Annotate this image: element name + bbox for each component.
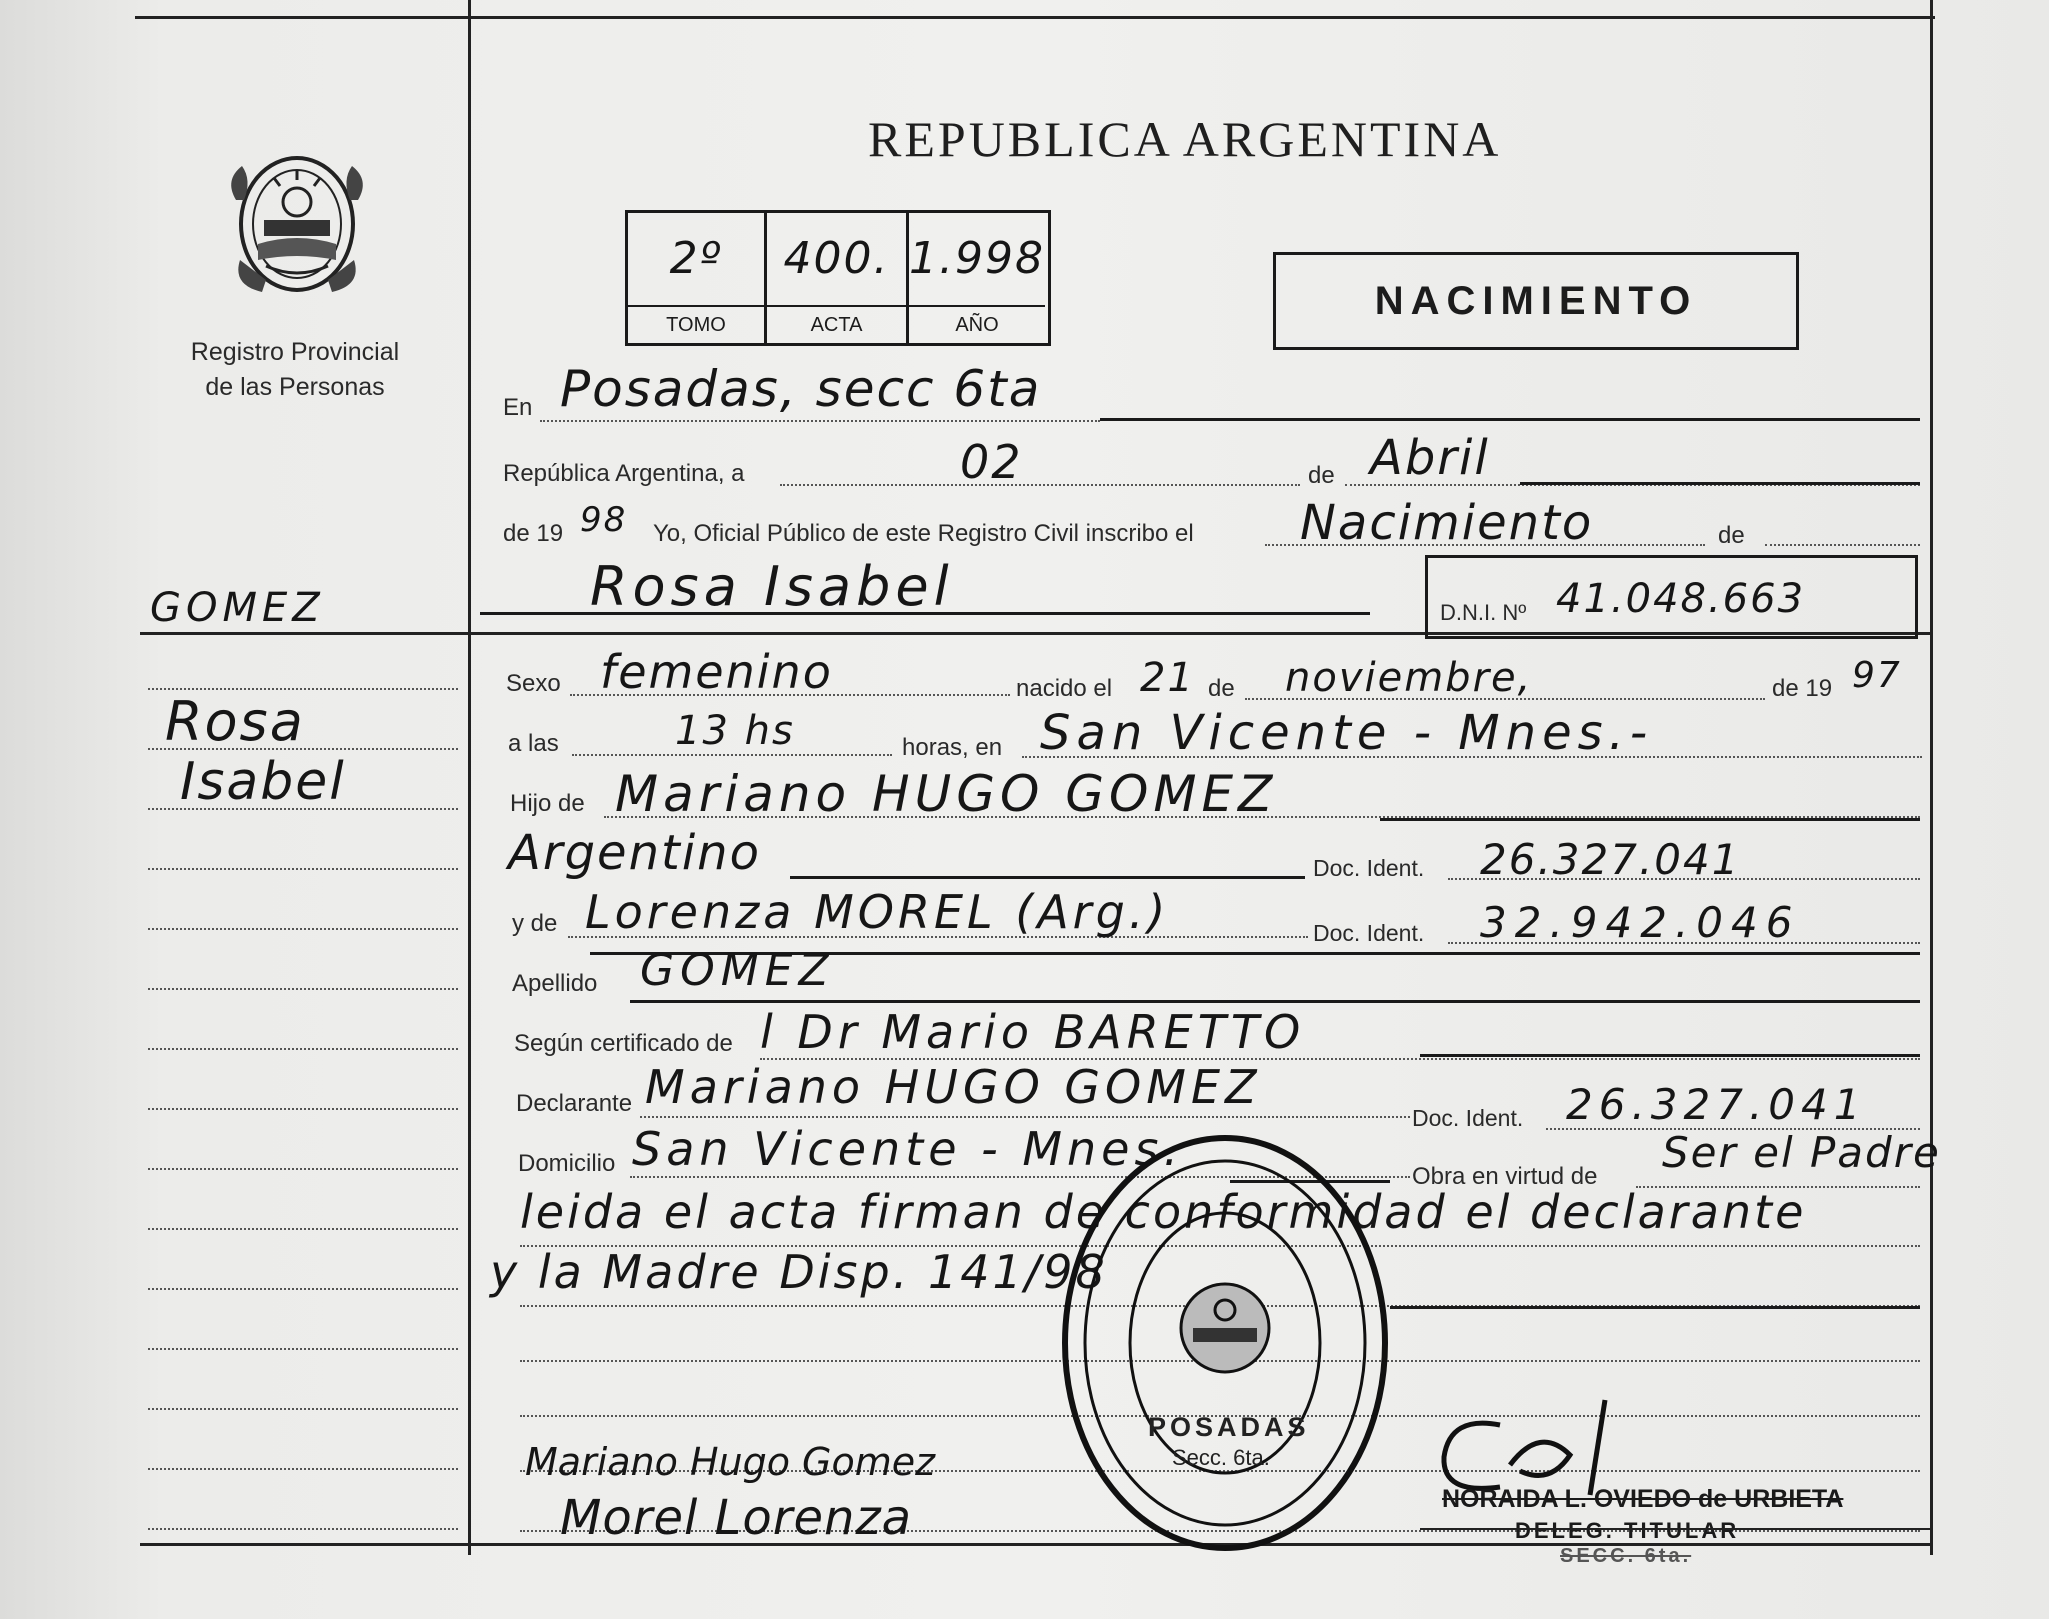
margin-line bbox=[148, 928, 458, 930]
acto-value: Nacimiento bbox=[1300, 495, 1594, 551]
birth-year: 97 bbox=[1852, 655, 1902, 696]
acta-value: 400. bbox=[783, 233, 890, 284]
country-title: REPUBLICA ARGENTINA bbox=[868, 111, 1502, 167]
alas-label: a las bbox=[508, 730, 559, 757]
name-line bbox=[480, 612, 1370, 615]
hour-dots bbox=[572, 754, 892, 756]
en-label: En bbox=[503, 394, 533, 421]
father-name: Mariano HUGO GOMEZ bbox=[615, 765, 1278, 823]
segun-label: Según certificado de bbox=[514, 1030, 733, 1057]
hour-value: 13 hs bbox=[675, 708, 795, 754]
official-section: SECC. 6ta. bbox=[1560, 1545, 1692, 1567]
apellido-line bbox=[630, 1000, 1920, 1003]
obra-value: Ser el Padre bbox=[1662, 1128, 1941, 1177]
right-border bbox=[1930, 0, 1933, 1555]
doc-label-2: Doc. Ident. bbox=[1313, 920, 1425, 946]
father-doc: 26.327.041 bbox=[1480, 835, 1741, 884]
official-title: DELEG. TITULAR bbox=[1515, 1518, 1740, 1543]
father-line bbox=[1380, 818, 1920, 821]
margin-line bbox=[148, 868, 458, 870]
dni-value: 41.048.663 bbox=[1556, 576, 1806, 622]
father-nationality: Argentino bbox=[508, 825, 761, 881]
tomo-label: TOMO bbox=[628, 305, 764, 343]
day-dots bbox=[780, 484, 1300, 486]
acta-label: ACTA bbox=[767, 305, 906, 343]
anio-value: 1.998 bbox=[909, 233, 1045, 284]
segun-value: l Dr Mario BARETTO bbox=[760, 1005, 1306, 1059]
margin-line bbox=[148, 1168, 458, 1170]
month-line bbox=[1520, 482, 1920, 485]
margin-surname: GOMEZ bbox=[150, 585, 325, 631]
obra-label: Obra en virtud de bbox=[1412, 1163, 1598, 1190]
doc-label-1: Doc. Ident. bbox=[1313, 855, 1425, 881]
apellido-label: Apellido bbox=[512, 970, 598, 997]
misiones-seal-icon bbox=[222, 140, 372, 310]
birth-day: 21 bbox=[1140, 655, 1195, 701]
official-name: NORAIDA L. OVIEDO de URBIETA bbox=[1442, 1485, 1844, 1513]
de19-label-2: de 19 bbox=[1772, 675, 1833, 702]
day-value: 02 bbox=[960, 435, 1023, 489]
doc-label-3: Doc. Ident. bbox=[1412, 1105, 1524, 1131]
stamp-section: Secc. 6ta. bbox=[1172, 1445, 1270, 1470]
mother-doc: 32.942.046 bbox=[1480, 898, 1801, 947]
de-label-2: de bbox=[1718, 522, 1745, 549]
top-border bbox=[135, 16, 1935, 19]
column-divider bbox=[468, 0, 471, 1555]
horas-label: horas, en bbox=[902, 734, 1003, 761]
anio-cell bbox=[909, 213, 1045, 343]
mother-signature: Morel Lorenza bbox=[560, 1490, 913, 1546]
segun-line bbox=[1420, 1054, 1920, 1057]
margin-name-2: Isabel bbox=[180, 752, 346, 812]
tomo-cell bbox=[628, 213, 767, 343]
declarante-dots bbox=[640, 1116, 1410, 1118]
de-dots-2 bbox=[1765, 544, 1920, 546]
reference-table bbox=[625, 210, 1051, 346]
margin-line bbox=[148, 1528, 458, 1530]
year-value: 98 bbox=[580, 500, 628, 540]
month-value: Abril bbox=[1370, 430, 1490, 486]
margin-line bbox=[148, 1348, 458, 1350]
de19-label: de 19 bbox=[503, 520, 564, 547]
dni-box bbox=[1425, 555, 1918, 639]
birth-month: noviembre, bbox=[1285, 655, 1533, 701]
sexo-label: Sexo bbox=[506, 670, 561, 697]
registry-line2: de las Personas bbox=[205, 373, 385, 401]
observation-line bbox=[1390, 1306, 1920, 1309]
margin-line bbox=[148, 1108, 458, 1110]
apellido-value: GOMEZ bbox=[640, 945, 835, 996]
place-value: San Vicente - Mnes.- bbox=[1040, 705, 1654, 761]
sexo-value: femenino bbox=[600, 645, 833, 699]
yde-label: y de bbox=[512, 910, 558, 937]
domicilio-label: Domicilio bbox=[518, 1150, 616, 1177]
person-name: Rosa Isabel bbox=[590, 555, 954, 618]
tomo-value: 2º bbox=[669, 233, 723, 284]
oficial-text: Yo, Oficial Público de este Registro Civil inscribo el bbox=[653, 520, 1194, 547]
de-label: de bbox=[1308, 462, 1335, 489]
en-dots bbox=[540, 420, 1100, 422]
margin-line bbox=[148, 1468, 458, 1470]
republica-label: República Argentina, a bbox=[503, 460, 745, 487]
margin-line bbox=[148, 1228, 458, 1230]
father-signature: Mariano Hugo Gomez bbox=[525, 1440, 936, 1484]
margin-name-1: Rosa bbox=[165, 690, 305, 753]
nacido-label: nacido el bbox=[1016, 675, 1113, 702]
official-line bbox=[1420, 1528, 1930, 1530]
mother-name: Lorenza MOREL (Arg.) bbox=[585, 885, 1170, 939]
declarante-label: Declarante bbox=[516, 1090, 633, 1117]
en-value: Posadas, secc 6ta bbox=[560, 360, 1042, 418]
de-label-3: de bbox=[1208, 675, 1235, 702]
margin-line bbox=[148, 1048, 458, 1050]
stamp-city: POSADAS bbox=[1148, 1412, 1310, 1442]
margin-line bbox=[148, 988, 458, 990]
declarante-doc: 26.327.041 bbox=[1566, 1080, 1867, 1129]
official-stamp-icon bbox=[1058, 1128, 1393, 1558]
registry-line1: Registro Provincial bbox=[190, 338, 400, 366]
observation-line1: leida el acta firman de conformidad el declarante bbox=[520, 1185, 1807, 1239]
hijo-label: Hijo de bbox=[510, 790, 585, 817]
act-type-box: NACIMIENTO bbox=[1273, 252, 1799, 350]
declarante-value: Mariano HUGO GOMEZ bbox=[645, 1060, 1262, 1114]
acta-cell bbox=[767, 213, 909, 343]
anio-label: AÑO bbox=[909, 305, 1045, 343]
domicilio-value: San Vicente - Mnes. bbox=[632, 1122, 1184, 1176]
nationality-line bbox=[790, 876, 1305, 879]
observation-line2: y la Madre Disp. 141/98 bbox=[490, 1245, 1108, 1299]
en-line bbox=[1100, 418, 1920, 421]
dni-label: D.N.I. Nº bbox=[1440, 600, 1527, 625]
margin-line bbox=[148, 1408, 458, 1410]
margin-line bbox=[148, 1288, 458, 1290]
